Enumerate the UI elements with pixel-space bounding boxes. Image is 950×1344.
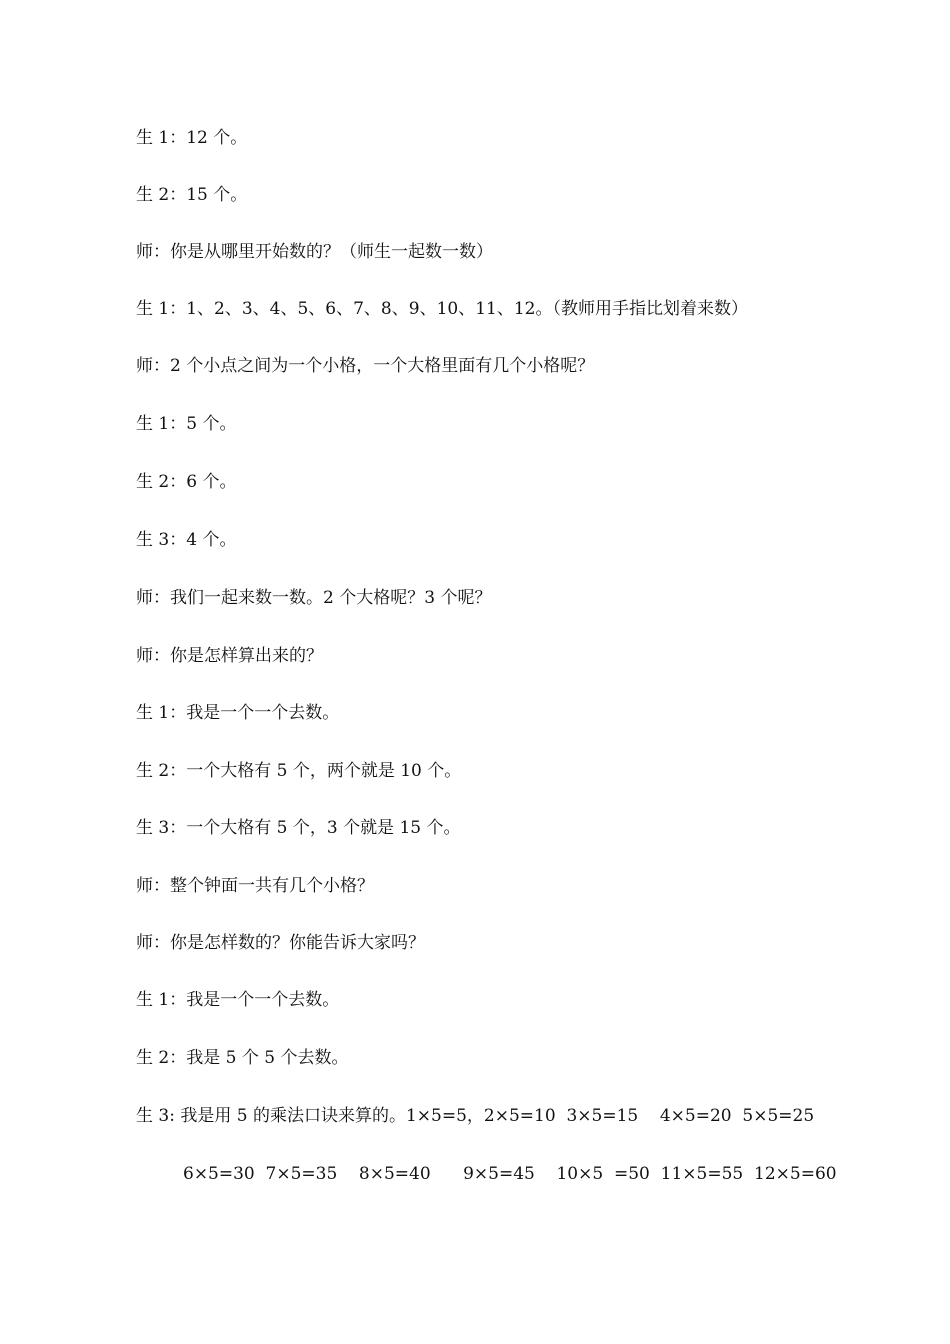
dialogue-line-14: 师：整个钟面一共有几个小格？ bbox=[136, 876, 374, 896]
dialogue-line-18: 生 3: 我是用 5 的乘法口诀来算的。1×5=5，2×5=10 3×5=15 4×5=20 5×5=25 bbox=[136, 1106, 815, 1126]
dialogue-line-5: 师：2 个小点之间为一个小格，一个大格里面有几个小格呢？ bbox=[136, 356, 595, 376]
dialogue-line-17: 生 2：我是 5 个 5 个去数。 bbox=[136, 1048, 349, 1068]
dialogue-line-12: 生 2：一个大格有 5 个，两个就是 10 个。 bbox=[136, 761, 462, 781]
dialogue-line-11: 生 1：我是一个一个去数。 bbox=[136, 703, 340, 723]
dialogue-line-15: 师：你是怎样数的？你能告诉大家吗？ bbox=[136, 933, 425, 953]
dialogue-line-7: 生 2：6 个。 bbox=[136, 472, 237, 492]
dialogue-line-10: 师：你是怎样算出来的？ bbox=[136, 646, 323, 666]
dialogue-line-16: 生 1：我是一个一个去数。 bbox=[136, 990, 340, 1010]
dialogue-line-1: 生 1：12 个。 bbox=[136, 128, 248, 148]
dialogue-line-13: 生 3：一个大格有 5 个，3 个就是 15 个。 bbox=[136, 818, 461, 838]
dialogue-line-6: 生 1：5 个。 bbox=[136, 414, 237, 434]
dialogue-line-8: 生 3：4 个。 bbox=[136, 530, 237, 550]
dialogue-line-9: 师：我们一起来数一数。2 个大格呢？3 个呢？ bbox=[136, 588, 492, 608]
dialogue-line-4: 生 1：1、2、3、4、5、6、7、8、9、10、11、12。（教师用手指比划着来数） bbox=[136, 299, 748, 319]
dialogue-line-3: 师：你是从哪里开始数的？（师生一起数一数） bbox=[136, 242, 493, 262]
dialogue-line-2: 生 2：15 个。 bbox=[136, 185, 248, 205]
dialogue-line-19: 6×5=30 7×5=35 8×5=40 9×5=45 10×5 =50 11×5=55 12×5=60 bbox=[183, 1164, 837, 1184]
